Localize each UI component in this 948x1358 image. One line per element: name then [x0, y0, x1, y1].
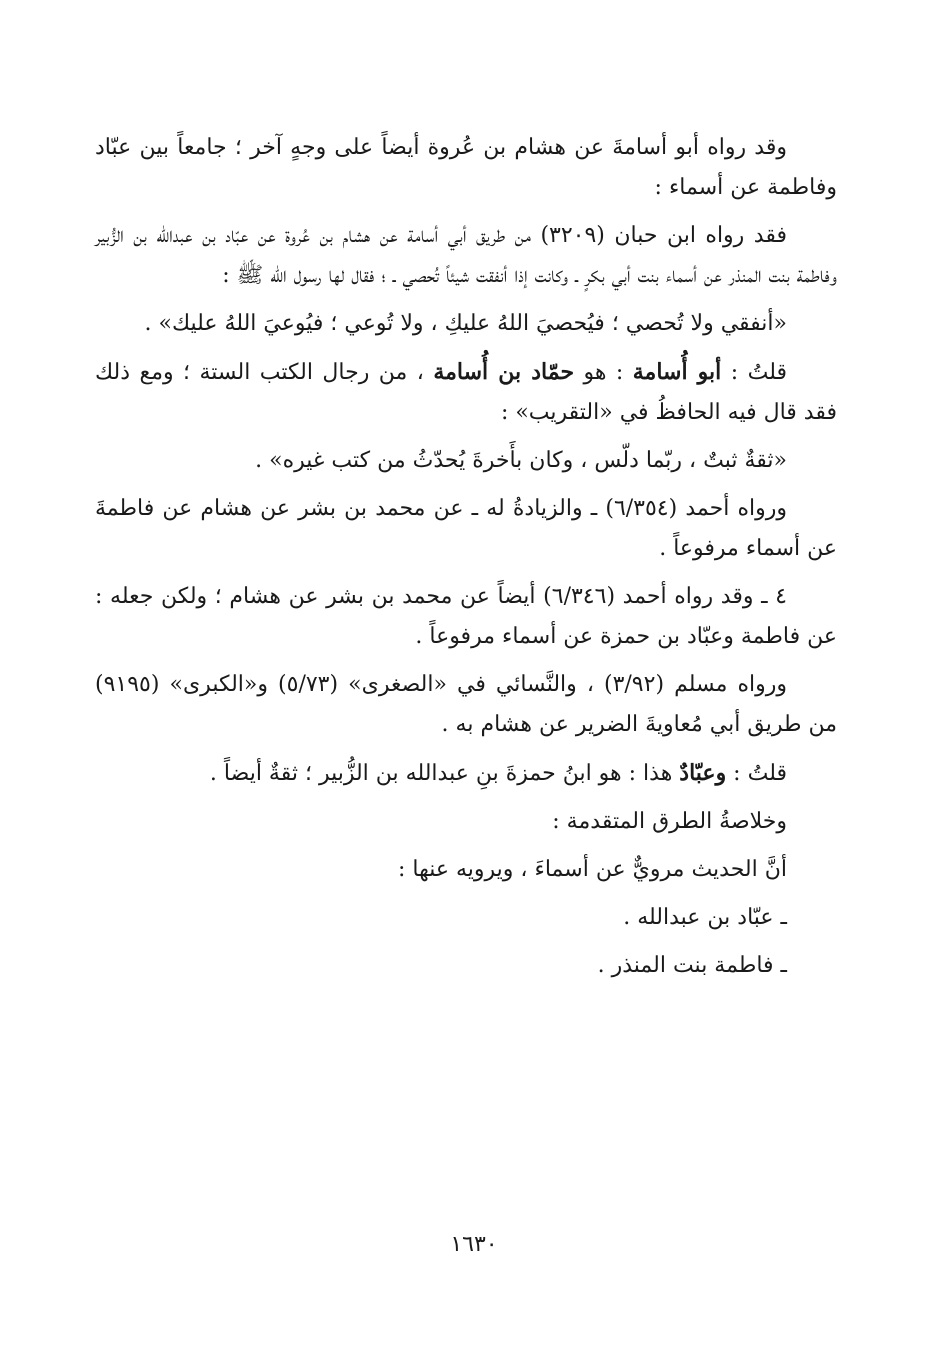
narrator-name-abbad: وعبّادٌ [679, 760, 727, 786]
summary-item-fatima: ـ فاطمة بنت المنذر . [597, 953, 787, 978]
paragraph-ahmad-354: ورواه أحمد (٦/٣٥٤) ـ والزيادةُ له ـ عن محمد بن بشر عن هشام عن فاطمةَ عن أسماء مرفوعاً . [95, 496, 837, 561]
paragraph-ahmad-346: ٤ ـ وقد رواه أحمد (٦/٣٤٦) أيضاً عن محمد بن بشر عن هشام ؛ ولكن جعله : عن فاطمة وعبّاد بن حمزة عن أسماء مرفوعاً . [95, 584, 837, 649]
abbad-note-prefix: قلتُ : [726, 761, 787, 786]
paragraph-abu-usama-other-way: وقد رواه أبو أسامةَ عن هشام بن عُروة أيضاً على وجهٍ آخر ؛ جامعاً بين عبّاد وفاطمة عن أسماء : [95, 135, 837, 200]
summary-heading: وخلاصةُ الطرق المتقدمة : [552, 809, 787, 834]
quote-hadith-text: «أنفقي ولا تُحصي ؛ فيُحصيَ اللهُ عليكِ ، ولا تُوعي ؛ فيُوعيَ اللهُ عليك» . [144, 311, 787, 336]
note-connector: : هو [574, 360, 633, 385]
paragraph-abu-usama-note [95, 352, 837, 433]
narrator-name-abu-usama: أبو أُسامة [632, 359, 722, 385]
paragraph-abbad-note [95, 753, 837, 794]
abbad-note-rest: هذا : هو ابنُ حمزةَ بنِ عبدالله بن الزُّبير ؛ ثقةٌ أيضاً . [209, 761, 680, 786]
note-rest: ، من رجال الكتب الستة ؛ ومع ذلك فقد قال فيه الحافظُ في «التقريب» : [95, 360, 837, 425]
note-prefix: قلتُ : [721, 360, 787, 385]
narrator-name-hammad: حمّاد بن أُسامة [433, 359, 575, 385]
paragraph-ibn-hibban: فقد رواه ابن حبان (٣٢٠٩) من طريق أبي أسامة عن هشام بن عُروة عن عبّاد بن عبدالله بن الزُّبير وفاطمة بنت المنذر عن أسماء بنت أبي بكرٍ ـ وكانت إذا أنفقت شيئاً تُحصي ـ ؛ فقال لها رسول الله ﷺ : [95, 223, 837, 288]
page-number: ١٦٣٠ [450, 1232, 498, 1257]
summary-item-abbad: ـ عبّاد بن عبدالله . [623, 905, 787, 930]
page-body [95, 128, 837, 994]
summary-intro: أنَّ الحديث مرويٌّ عن أسماءَ ، ويرويه عنها : [397, 857, 787, 882]
quote-taqrib: «ثقةٌ ثبتٌ ، ربّما دلّس ، وكان بأَخرةَ يُحدّثُ من كتب غيره» . [255, 448, 787, 473]
paragraph-muslim-nasai: ورواه مسلم (٣/٩٢) ، والنَّسائي في «الصغرى» (٥/٧٣) و«الكبرى» (٩١٩٥) من طريق أبي مُعاويةَ الضرير عن هشام به . [95, 672, 837, 737]
